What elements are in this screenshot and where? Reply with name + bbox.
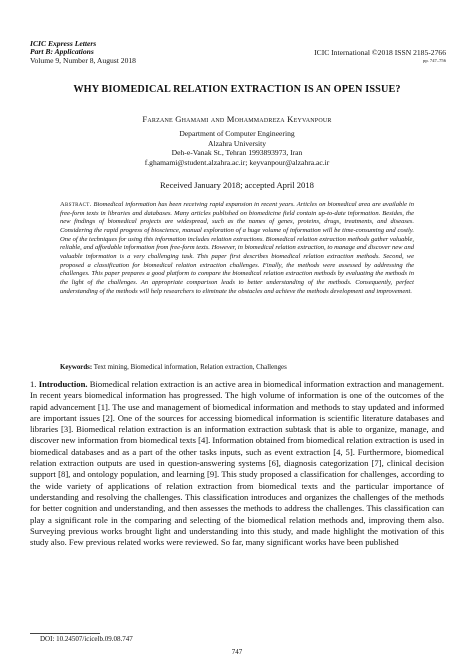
section-heading <box>30 379 88 389</box>
introduction-text: Biomedical relation extraction is an active area in biomedical information extraction and management. In recent years biomedical information has progressed. The high volume of information is one of the outcomes of the rapid advancement [1]. The use and management of biomedical information and methods to stay updated and informed are important issues [2]. One of the sources for accessing biomedical information is scientific literature databases and libraries [3]. Biomedical relation extraction is an information extraction subtask that is able to organize, manage, and discover new information from biomedical texts [4]. Information obtained from biomedical relation extraction is used in biomedical databases and as a part of the other tasks inputs, such as event extraction [4, 5]. Furthermore, biomedical relation extraction outputs are used in question-answering systems [6], diagnosis categorization [7], clinical decision support [8], and ontology population, and learning [9]. This study proposed a classification for challenges, according to the wide variety of applications of relation extraction from biomedical texts and the particular importance of understanding and resolving the challenges. This classification introduces and organizes the challenges of the methods for better cognition and understanding, and then assesses the methods to address the challenges. This classification can play a significant role in the comparing and selecting of the biomedical relation methods and, improving them also. Surveying previous works brought light and understanding into this study, and made highlight the motivation of this study also. Few previous related works were reviewed. So far, many significant works have been published <box>30 379 444 548</box>
abstract-label: Abstract. <box>60 201 92 208</box>
affiliation-address: Deh-e-Vanak St., Tehran 1993893973, Iran <box>171 148 303 158</box>
keywords-label: Keywords: <box>60 364 93 371</box>
paper-title: WHY BIOMEDICAL RELATION EXTRACTION IS AN OPEN ISSUE? <box>73 84 401 95</box>
footnote-rule <box>30 633 100 634</box>
journal-volume: Volume 9, Number 8, August 2018 <box>30 55 136 65</box>
journal-part: Part B: Applications <box>30 47 94 57</box>
introduction-section <box>30 379 444 548</box>
page-range: pp. 747–756 <box>423 58 446 63</box>
abstract <box>60 201 414 296</box>
affiliation-department: Department of Computer Engineering <box>179 129 295 138</box>
received-dates: Received January 2018; accepted April 2018 <box>160 180 314 190</box>
issn-line: ICIC International ©2018 ISSN 2185-2766 <box>314 48 446 57</box>
affiliation <box>0 129 474 168</box>
affiliation-emails: f.ghamami@student.alzahra.ac.ir; keyvanpour@alzahra.ac.ir <box>144 158 330 168</box>
page-number: 747 <box>231 648 243 656</box>
affiliation-university: Alzahra University <box>208 138 266 148</box>
paper-authors: Farzane Ghamami and Mohammadreza Keyvanpour <box>142 114 332 124</box>
doi: DOI: 10.24507/icicelb.09.08.747 <box>40 635 133 643</box>
journal-info <box>30 40 230 65</box>
keywords <box>60 364 420 371</box>
abstract-text: Biomedical information has been receiving rapid expansion in recent years. Articles on biomedical area are available in free-form texts in libraries and databases. Many articles published on biomedicine field contain up-to-date information. Besides, the new findings of biomedical projects are widespread, such as the names of genes, proteins, drugs, treatments, and diseases. Considering the rapid progress of bioscience, manual exploration of a huge volume of information will be time-consuming and costly. One of the techniques for using this information includes relation extractions. Biomedical relation extraction methods gather valuable, reliable, and affordable information from free-form texts. However, in biomedical relation extraction, to manage and discover new and valuable information is a very challenging task. This paper first describes biomedical relation extraction methods. Second, we proposed a classification for biomedical relation extraction challenges. Finally, the methods were assessed by addressing the challenges. This paper prepares a good platform to compare the biomedical relation extraction methods by evaluating the methods in the light of the challenges. An appropriate comparison leads to better understanding of the methods. Consequently, perfect understanding of the methods will help researchers to eliminate the obstacles and achieve the methods development and improvement. <box>60 201 415 295</box>
keywords-text: Text mining, Biomedical information, Relation extraction, Challenges <box>93 364 287 371</box>
section-title: Introduction. <box>38 379 88 389</box>
section-number: 1. <box>30 379 37 389</box>
journal-name: ICIC Express Letters <box>30 39 97 48</box>
